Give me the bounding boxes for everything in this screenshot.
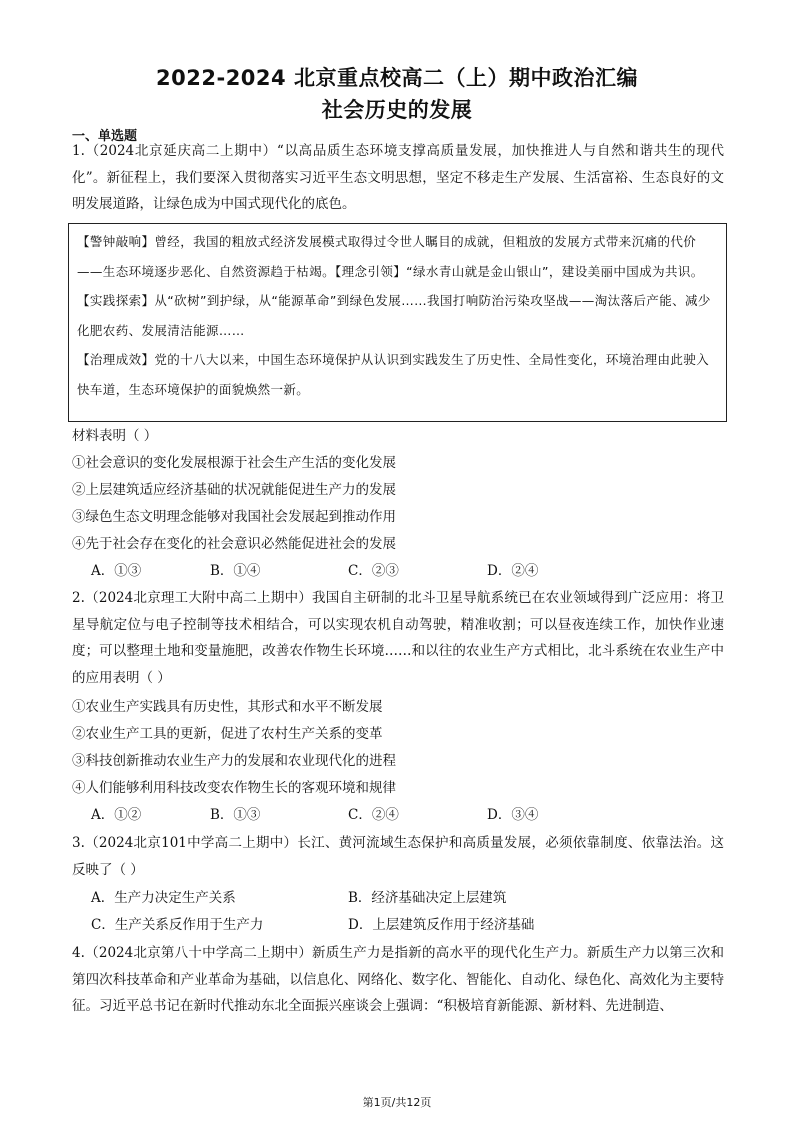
option-d: D．②④ [487,563,539,579]
question-4-stem: 4.（2024北京第八十中学高二上期中）新质生产力是指新的高水平的现代化生产力。新质生产力以第三次和第四次科技革命和产业革命为基础，以信息化、网络化、数字化、智能化、自动化、绿色化、高效化为主要特征。习近平总书记在新时代推动东北全面振兴座谈会上强调：“积极培育新能源、新材料、先进制造、 [72,945,724,1014]
statement: ②农业生产工具的更新，促进了农村生产关系的变革 [72,726,383,742]
material-paragraph: 【警钟敲响】曾经，我国的粗放式经济发展模式取得过令世人瞩目的成就，但粗放的发展方式带来沉痛的代价——生态环境逐步恶化、自然资源趋于枯竭。【理念引领】“绿水青山就是金山银山”，建设美丽中国成为共识。 [77,234,704,279]
option-a: A．①② [91,807,142,823]
section-heading: 一、单选题 [72,129,138,144]
material-paragraph: 【治理成效】党的十八大以来，中国生态环境保护从认识到实践发生了历史性、全局性变化，环境治理由此驶入快车道，生态环境保护的面貌焕然一新。 [77,352,710,397]
option-b: B．①④ [210,563,261,579]
statement: ①社会意识的变化发展根源于社会生产生活的变化发展 [72,455,396,471]
option-b: B．①③ [210,807,261,823]
option-d: D．③④ [487,807,539,823]
page-number: 第1页/共12页 [362,1096,432,1109]
question-1-material-box [68,223,727,422]
question-3-stem: 3.（2024北京101中学高二上期中）长江、黄河流域生态保护和高质量发展，必须依靠制度、依靠法治。这反映了（ ） [72,835,724,878]
statement: ④人们能够利用科技改变农作物生长的客观环境和规律 [72,780,396,796]
statement: ①农业生产实践具有历史性，其形式和水平不断发展 [72,699,383,715]
statement: ③绿色生态文明理念能够对我国社会发展起到推动作用 [72,509,396,525]
option-a: A．生产力决定生产关系 [91,890,236,906]
question-1-ask: 材料表明（ ） [72,428,158,444]
option-b: B．经济基础决定上层建筑 [348,890,507,906]
option-d: D．上层建筑反作用于经济基础 [348,917,535,933]
material-paragraph: 【实践探索】从“砍树”到护绿，从“能源革命”到绿色发展……我国打响防治污染攻坚战——淘汰落后产能、减少化肥农药、发展清洁能源…… [77,293,711,338]
option-a: A．①③ [91,563,142,579]
option-c: C．生产关系反作用于生产力 [91,917,264,933]
statement: ②上层建筑适应经济基础的状况就能促进生产力的发展 [72,482,396,498]
question-2-stem: 2.（2024北京理工大附中高二上期中）我国自主研制的北斗卫星导航系统已在农业领域得到广泛应用：将卫星导航定位与电子控制等技术相结合，可以实现农机自动驾驶，精准收割；可以昼夜连续工作，加快作业速度；可以整理土地和变量施肥，改善农作物生长环境……和以往的农业生产方式相比，北斗系统在农业生产中的应用表明（ ） [72,590,724,686]
document-title: 2022-2024 北京重点校高二（上）期中政治汇编 [156,66,638,90]
document-subtitle: 社会历史的发展 [321,98,473,122]
option-c: C．②③ [348,563,399,579]
option-c: C．②④ [348,807,399,823]
statement: ③科技创新推动农业生产力的发展和农业现代化的进程 [72,753,396,769]
statement: ④先于社会存在变化的社会意识必然能促进社会的发展 [72,536,396,552]
question-1-stem: 1.（2024北京延庆高二上期中）“以高品质生态环境支撑高质量发展，加快推进人与自然和谐共生的现代化”。新征程上，我们要深入贯彻落实习近平生态文明思想，坚定不移走生产发展、生活富裕、生态良好的文明发展道路，让绿色成为中国式现代化的底色。 [72,143,724,212]
